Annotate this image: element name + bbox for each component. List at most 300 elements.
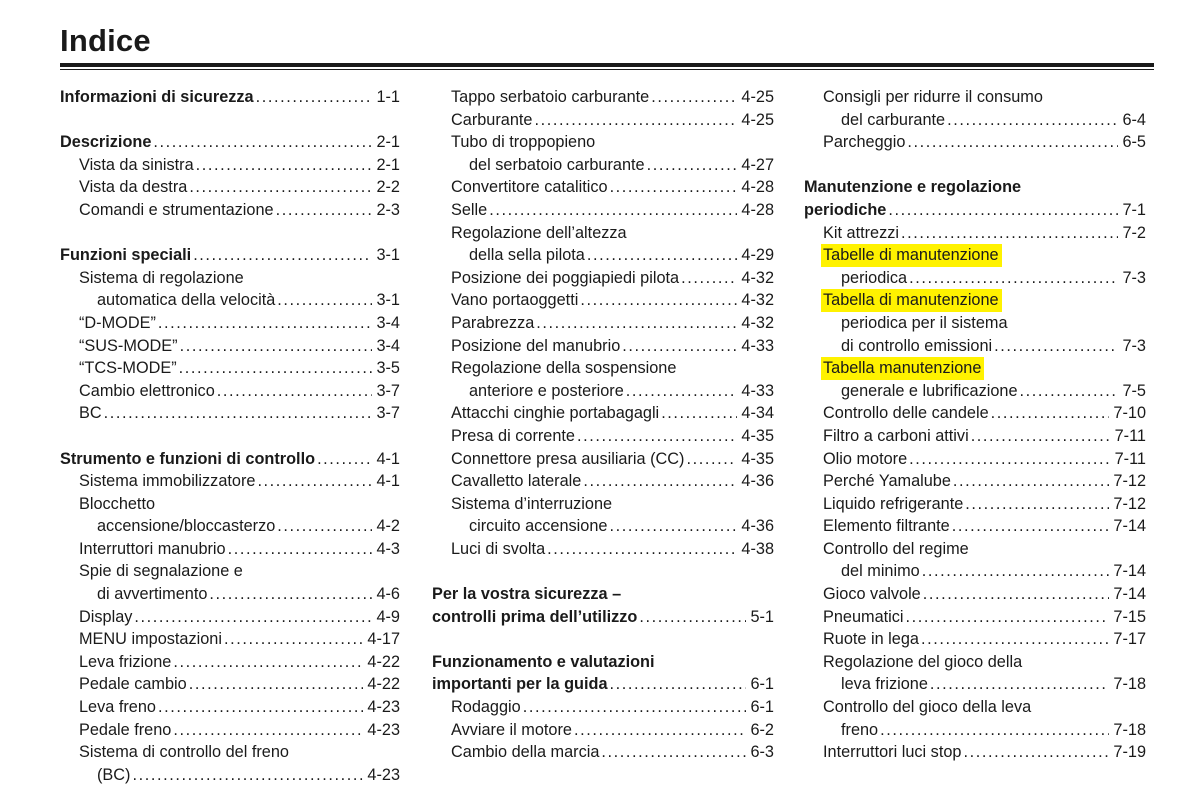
dot-leader: [888, 199, 1118, 222]
toc-entry-label: Manutenzione e regolazione: [804, 178, 1022, 197]
toc-entry-label: Leva frizione: [79, 652, 172, 671]
toc-page-number: 5-1: [750, 607, 774, 626]
toc-page-number: 4-6: [376, 585, 400, 604]
dot-leader: [686, 448, 737, 471]
toc-page-number: 4-27: [741, 155, 774, 174]
toc-entry-label: Cavalletto laterale: [451, 472, 582, 491]
toc-entry[interactable]: [432, 380, 774, 403]
toc-entry: [432, 222, 774, 245]
toc-page-number: 7-10: [1113, 404, 1146, 423]
toc-entry[interactable]: [432, 335, 774, 358]
toc-entry-label: Interruttori luci stop: [823, 743, 962, 762]
toc-entry[interactable]: [60, 199, 400, 222]
dot-leader: [906, 606, 1110, 629]
toc-section-heading: [804, 176, 1146, 199]
toc-entry-label: freno: [841, 720, 879, 739]
toc-entry: [432, 493, 774, 516]
toc-page-number: 4-38: [741, 539, 774, 558]
toc-page-number: 4-33: [741, 336, 774, 355]
toc-page-number: 6-1: [750, 698, 774, 717]
dot-leader: [580, 289, 737, 312]
toc-entry[interactable]: [60, 764, 400, 787]
toc-page-number: 4-22: [367, 675, 400, 694]
dot-leader: [158, 696, 363, 719]
toc-entry-label: Ruote in lega: [823, 630, 919, 649]
dot-leader: [276, 199, 373, 222]
toc-entry-label: Vista da sinistra: [79, 155, 194, 174]
dot-leader: [317, 448, 372, 471]
dot-leader: [583, 470, 737, 493]
toc-entry-label: circuito accensione: [469, 517, 608, 536]
dot-leader: [209, 583, 372, 606]
toc-entry[interactable]: [432, 538, 774, 561]
dot-leader: [189, 673, 364, 696]
toc-entry[interactable]: [432, 86, 774, 109]
dot-leader: [923, 583, 1110, 606]
toc-entry[interactable]: [804, 673, 1146, 696]
title-rule-thick: [60, 63, 1154, 67]
toc-section-heading: [432, 651, 774, 674]
toc-entry-label: Blocchetto: [79, 494, 156, 513]
toc-page-number: 6-4: [1122, 110, 1146, 129]
toc-entry[interactable]: [432, 154, 774, 177]
section-spacer: [60, 222, 400, 245]
toc-section-heading[interactable]: [60, 244, 400, 267]
toc-entry-label-highlighted: Tabella di manutenzione: [821, 289, 1002, 312]
toc-entry-label: di controllo emissioni: [841, 336, 993, 355]
section-spacer: [60, 109, 400, 132]
section-spacer: [432, 560, 774, 583]
toc-page-number: 3-7: [376, 404, 400, 423]
toc-entry-label: Leva freno: [79, 698, 156, 717]
toc-page-number: 4-1: [376, 449, 400, 468]
toc-page-number: 4-36: [741, 472, 774, 491]
dot-leader: [1020, 380, 1119, 403]
dot-leader: [622, 335, 737, 358]
toc-entry-label: Gioco valvole: [823, 585, 921, 604]
toc-entry[interactable]: [432, 402, 774, 425]
toc-entry[interactable]: [804, 583, 1146, 606]
toc-entry-label: Connettore presa ausiliaria (CC): [451, 449, 685, 468]
dot-leader: [971, 425, 1111, 448]
toc-entry[interactable]: [804, 515, 1146, 538]
dot-leader: [647, 154, 738, 177]
toc-section-heading[interactable]: [60, 131, 400, 154]
toc-column-2: [432, 86, 774, 764]
toc-entry-label: Posizione del manubrio: [451, 336, 621, 355]
dot-leader: [536, 312, 737, 335]
toc-page-number: 6-1: [750, 675, 774, 694]
toc-page-number: 4-28: [741, 178, 774, 197]
toc-page-number: 1-1: [376, 88, 400, 106]
dot-leader: [193, 244, 372, 267]
toc-entry[interactable]: [60, 538, 400, 561]
toc-entry-label: Luci di svolta: [451, 539, 546, 558]
toc-section-heading[interactable]: [804, 199, 1146, 222]
toc-entry: [804, 86, 1146, 109]
toc-page-number: 4-23: [367, 720, 400, 739]
toc-entry[interactable]: [804, 109, 1146, 132]
dot-leader: [153, 131, 372, 154]
toc-page-number: 7-12: [1113, 472, 1146, 491]
dot-leader: [909, 267, 1118, 290]
toc-entry: [804, 244, 1146, 267]
toc-page-number: 6-5: [1122, 133, 1146, 152]
toc-entry-label: Tubo di troppopieno: [451, 133, 596, 152]
toc-entry-label: Posizione dei poggiapiedi pilota: [451, 268, 680, 287]
toc-page-number: 4-25: [741, 110, 774, 129]
toc-entry-label: Tappo serbatoio carburante: [451, 88, 650, 106]
toc-entry-label: Sistema immobilizzatore: [79, 472, 256, 491]
toc-entry-label: Perché Yamalube: [823, 472, 951, 491]
toc-page-number: 7-11: [1114, 449, 1146, 468]
dot-leader: [907, 131, 1118, 154]
toc-entry[interactable]: [804, 741, 1146, 764]
dot-leader: [609, 515, 737, 538]
toc-page-number: 4-22: [367, 652, 400, 671]
toc-entry-label: Rodaggio: [451, 698, 521, 717]
toc-page-number: 7-14: [1113, 562, 1146, 581]
toc-entry-label: Carburante: [451, 110, 533, 129]
dot-leader: [661, 402, 737, 425]
toc-entry: [804, 651, 1146, 674]
toc-page-number: 2-2: [376, 178, 400, 197]
toc-entry[interactable]: [432, 696, 774, 719]
dot-leader: [965, 493, 1109, 516]
dot-leader: [952, 515, 1110, 538]
dot-leader: [947, 109, 1118, 132]
section-spacer: [804, 154, 1146, 177]
toc-section-heading: [432, 583, 774, 606]
toc-entry[interactable]: [804, 131, 1146, 154]
dot-leader: [196, 154, 373, 177]
toc-page-number: 7-5: [1122, 381, 1146, 400]
toc-page-number: 4-29: [741, 246, 774, 265]
toc-entry-label: BC: [79, 404, 102, 423]
title-rule-thin: [60, 69, 1154, 70]
toc-page-number: 7-18: [1113, 720, 1146, 739]
toc-entry-label: Sistema d’interruzione: [451, 494, 613, 513]
toc-entry-label: Pedale cambio: [79, 675, 187, 694]
dot-leader: [953, 470, 1109, 493]
toc-entry-label: Funzioni speciali: [60, 246, 192, 265]
toc-entry[interactable]: [60, 154, 400, 177]
toc-entry-label: periodica per il sistema: [841, 313, 1008, 332]
dot-leader: [909, 448, 1110, 471]
dot-leader: [217, 380, 373, 403]
toc-entry-label: importanti per la guida: [432, 675, 608, 694]
toc-page-number: 7-12: [1113, 494, 1146, 513]
toc-page-number: 4-25: [741, 88, 774, 106]
toc-column-3: [804, 86, 1146, 764]
toc-entry-label: Per la vostra sicurezza –: [432, 585, 622, 604]
toc-entry-label: Selle: [451, 200, 488, 219]
toc-entry[interactable]: [432, 741, 774, 764]
dot-leader: [489, 199, 737, 222]
toc-entry[interactable]: [60, 312, 400, 335]
toc-page-number: 6-2: [750, 720, 774, 739]
toc-entry-label: Sistema di regolazione: [79, 268, 244, 287]
toc-entry-label: Regolazione del gioco della: [823, 652, 1023, 671]
toc-entry-label: Spie di segnalazione e: [79, 562, 243, 581]
toc-entry-label: Cambio della marcia: [451, 743, 600, 762]
toc-entry[interactable]: [804, 606, 1146, 629]
toc-entry-label: accensione/bloccasterzo: [97, 517, 276, 536]
toc-entry-label: Vano portaoggetti: [451, 291, 579, 310]
toc-entry-label: Cambio elettronico: [79, 381, 215, 400]
toc-entry-label: Kit attrezzi: [823, 223, 900, 242]
toc-section-heading[interactable]: [60, 448, 400, 471]
toc-entry[interactable]: [60, 289, 400, 312]
toc-entry[interactable]: [804, 380, 1146, 403]
toc-entry[interactable]: [60, 673, 400, 696]
toc-entry[interactable]: [432, 312, 774, 335]
toc-entry-label: Avviare il motore: [451, 720, 572, 739]
toc-entry: [804, 357, 1146, 380]
toc-entry[interactable]: [432, 515, 774, 538]
toc-entry-label: Descrizione: [60, 133, 152, 152]
toc-page-number: 7-3: [1122, 268, 1146, 287]
dot-leader: [901, 222, 1118, 245]
toc-entry-label: (BC): [97, 765, 131, 784]
toc-entry-label: Pneumatici: [823, 607, 904, 626]
dot-leader: [277, 515, 372, 538]
toc-entry: [60, 493, 400, 516]
toc-page-number: 7-1: [1122, 200, 1146, 219]
toc-entry[interactable]: [432, 244, 774, 267]
dot-leader: [277, 289, 372, 312]
toc-page-number: 4-32: [741, 313, 774, 332]
toc-entry[interactable]: [60, 583, 400, 606]
toc-page-number: 4-2: [376, 517, 400, 536]
toc-entry-label: Attacchi cinghie portabagagli: [451, 404, 660, 423]
toc-page-number: 7-14: [1113, 517, 1146, 536]
dot-leader: [601, 741, 746, 764]
toc-entry-label: Consigli per ridurre il consumo: [823, 88, 1043, 106]
toc-entry[interactable]: [804, 560, 1146, 583]
toc-entry-label: Liquido refrigerante: [823, 494, 964, 513]
dot-leader: [257, 470, 372, 493]
toc-page-number: 7-17: [1113, 630, 1146, 649]
toc-entry[interactable]: [432, 267, 774, 290]
toc-entry-label: Regolazione della sospensione: [451, 359, 677, 378]
dot-leader: [173, 651, 363, 674]
toc-entry-label: automatica della velocità: [97, 291, 276, 310]
toc-entry[interactable]: [804, 425, 1146, 448]
toc-entry-label: Interruttori manubrio: [79, 539, 226, 558]
toc-entry-label: “D-MODE”: [79, 313, 156, 332]
toc-page-number: 4-3: [376, 539, 400, 558]
toc-entry-label: MENU impostazioni: [79, 630, 222, 649]
toc-entry[interactable]: [432, 199, 774, 222]
toc-entry: [804, 538, 1146, 561]
toc-entry[interactable]: [432, 109, 774, 132]
dot-leader: [994, 335, 1118, 358]
toc-entry[interactable]: [60, 402, 400, 425]
toc-section-heading[interactable]: [432, 673, 774, 696]
toc-entry-label: del serbatoio carburante: [469, 155, 645, 174]
toc-entry-label: periodiche: [804, 200, 887, 219]
toc-entry[interactable]: [804, 335, 1146, 358]
toc-entry-label: Parabrezza: [451, 313, 535, 332]
dot-leader: [639, 606, 746, 629]
toc-entry[interactable]: [60, 628, 400, 651]
dot-leader: [224, 628, 363, 651]
toc-page-number: 4-28: [741, 200, 774, 219]
toc-entry-label: Presa di corrente: [451, 426, 575, 445]
toc-entry-label: generale e lubrificazione: [841, 381, 1018, 400]
toc-entry[interactable]: [60, 719, 400, 742]
dot-leader: [681, 267, 737, 290]
toc-page-number: 2-1: [376, 155, 400, 174]
toc-page-number: 6-3: [750, 743, 774, 762]
toc-entry[interactable]: [60, 380, 400, 403]
toc-entry[interactable]: [804, 222, 1146, 245]
dot-leader: [256, 86, 373, 109]
dot-leader: [991, 402, 1110, 425]
toc-entry[interactable]: [60, 606, 400, 629]
toc-section-heading[interactable]: [60, 86, 400, 109]
toc-page-number: 2-3: [376, 200, 400, 219]
toc-entry: [432, 131, 774, 154]
dot-leader: [158, 312, 373, 335]
toc-entry: [804, 312, 1146, 335]
toc-entry[interactable]: [60, 696, 400, 719]
toc-entry[interactable]: [804, 448, 1146, 471]
toc-page-number: 3-4: [376, 336, 400, 355]
toc-page-number: 7-11: [1114, 426, 1146, 445]
toc-entry-label: controlli prima dell’utilizzo: [432, 607, 638, 626]
dot-leader: [189, 176, 372, 199]
toc-entry[interactable]: [432, 176, 774, 199]
toc-entry[interactable]: [804, 719, 1146, 742]
toc-page-number: 7-2: [1122, 223, 1146, 242]
toc-entry: [60, 741, 400, 764]
toc-entry-label: del carburante: [841, 110, 946, 129]
toc-entry-label: Comandi e strumentazione: [79, 200, 274, 219]
toc-page-number: 4-1: [376, 472, 400, 491]
dot-leader: [180, 335, 373, 358]
toc-entry-label: “SUS-MODE”: [79, 336, 178, 355]
toc-entry-label: Vista da destra: [79, 178, 188, 197]
dot-leader: [104, 402, 373, 425]
dot-leader: [610, 176, 738, 199]
toc-entry-label: Controllo del gioco della leva: [823, 698, 1032, 717]
toc-entry-label: Display: [79, 607, 133, 626]
dot-leader: [574, 719, 747, 742]
toc-page-number: 4-17: [367, 630, 400, 649]
toc-page-number: 4-23: [367, 765, 400, 784]
toc-entry[interactable]: [432, 719, 774, 742]
toc-entry[interactable]: [432, 470, 774, 493]
toc-page-number: 4-33: [741, 381, 774, 400]
toc-entry[interactable]: [432, 289, 774, 312]
dot-leader: [610, 673, 747, 696]
dot-leader: [587, 244, 738, 267]
toc-entry-label: di avvertimento: [97, 585, 208, 604]
toc-entry[interactable]: [60, 357, 400, 380]
toc-page-number: 4-34: [741, 404, 774, 423]
toc-entry[interactable]: [804, 470, 1146, 493]
toc-entry-label: Pedale freno: [79, 720, 172, 739]
toc-page-number: 3-7: [376, 381, 400, 400]
toc-page-number: 4-9: [376, 607, 400, 626]
toc-page-number: 7-19: [1113, 743, 1146, 762]
toc-page-number: 3-5: [376, 359, 400, 378]
toc-entry-label: Funzionamento e valutazioni: [432, 652, 655, 671]
toc-page-number: 7-15: [1113, 607, 1146, 626]
toc-entry[interactable]: [60, 470, 400, 493]
toc-entry-label: Convertitore catalitico: [451, 178, 608, 197]
section-spacer: [432, 628, 774, 651]
toc-page-number: 4-32: [741, 291, 774, 310]
toc-entry: [804, 696, 1146, 719]
toc-page-number: 4-35: [741, 449, 774, 468]
toc-entry-label: anteriore e posteriore: [469, 381, 624, 400]
dot-leader: [963, 741, 1109, 764]
toc-entry: [432, 357, 774, 380]
toc-entry[interactable]: [804, 267, 1146, 290]
toc-entry-label: Filtro a carboni attivi: [823, 426, 969, 445]
toc-entry-label: “TCS-MODE”: [79, 359, 177, 378]
dot-leader: [626, 380, 738, 403]
toc-entry: [60, 267, 400, 290]
toc-entry-label-highlighted: Tabelle di manutenzione: [821, 244, 1002, 267]
toc-entry-label: del minimo: [841, 562, 920, 581]
toc-entry[interactable]: [804, 628, 1146, 651]
toc-page-number: 4-35: [741, 426, 774, 445]
toc-entry-label: periodica: [841, 268, 908, 287]
toc-entry[interactable]: [60, 335, 400, 358]
toc-entry-label: della sella pilota: [469, 246, 585, 265]
toc-page-number: 4-36: [741, 517, 774, 536]
dot-leader: [547, 538, 737, 561]
dot-leader: [651, 86, 737, 109]
dot-leader: [132, 764, 363, 787]
toc-entry-label-highlighted: Tabella manutenzione: [821, 357, 984, 380]
toc-entry-label: Controllo del regime: [823, 539, 969, 558]
toc-entry[interactable]: [60, 515, 400, 538]
dot-leader: [534, 109, 737, 132]
toc-entry-label: Parcheggio: [823, 133, 906, 152]
toc-page-number: 4-23: [367, 698, 400, 717]
toc-entry[interactable]: [432, 425, 774, 448]
toc-entry: [804, 289, 1146, 312]
toc-entry[interactable]: [432, 448, 774, 471]
dot-leader: [921, 628, 1109, 651]
toc-page-number: 7-14: [1113, 585, 1146, 604]
toc-entry[interactable]: [804, 402, 1146, 425]
toc-section-heading[interactable]: [432, 606, 774, 629]
toc-entry-label: Controllo delle candele: [823, 404, 989, 423]
toc-page-number: 7-3: [1122, 336, 1146, 355]
toc-page-number: 3-1: [376, 246, 400, 265]
toc-entry[interactable]: [60, 176, 400, 199]
toc-page-number: 2-1: [376, 133, 400, 152]
dot-leader: [922, 560, 1110, 583]
dot-leader: [523, 696, 747, 719]
toc-page-number: 3-1: [376, 291, 400, 310]
toc-entry[interactable]: [60, 651, 400, 674]
dot-leader: [930, 673, 1110, 696]
toc-entry[interactable]: [804, 493, 1146, 516]
dot-leader: [173, 719, 363, 742]
toc-page-number: 7-18: [1113, 675, 1146, 694]
toc-entry-label: Regolazione dell’altezza: [451, 223, 627, 242]
toc-entry: [60, 560, 400, 583]
toc-entry-label: Informazioni di sicurezza: [60, 88, 254, 106]
toc-entry-label: Elemento filtrante: [823, 517, 950, 536]
